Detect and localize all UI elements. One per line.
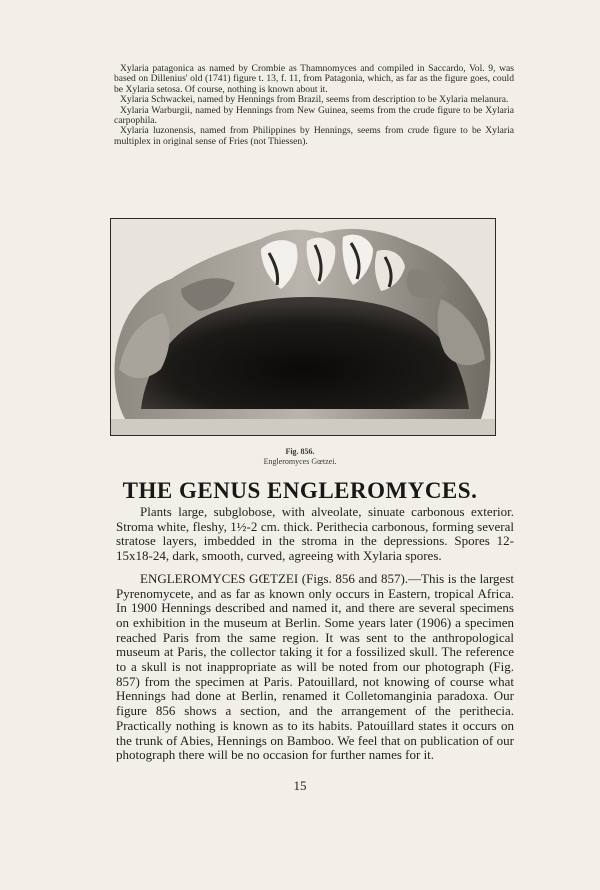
notes-block (114, 64, 514, 147)
note-xylaria-patagonica: Xylaria patagonica as named by Crombie as Thamnomyces and compiled in Saccardo, Vol. 9, was based on Dillenius' old (1741) figure t. 13, f. 11, from Patagonia, which, as far as the figure goes, could be Xylaria setosa. Of course, nothing is known about it. (114, 63, 514, 95)
page-number: 15 (293, 778, 307, 793)
figure-label: Fig. 856. (285, 447, 315, 456)
note-xylaria-schwackei: Xylaria Schwackei, named by Hennings from Brazil, seems from description to be Xylaria melanura. (120, 94, 509, 106)
note-xylaria-warburgii: Xylaria Warburgii, named by Hennings from New Guinea, seems from the crude figure to be Xylaria carpophila. (114, 104, 514, 127)
species-paragraph: ENGLEROMYCES GŒTZEI (Figs. 856 and 857).—This is the largest Pyrenomycete, and as far as known only occurs in Eastern, tropical Africa. In 1900 Hennings described and named it, and there are several specimens on exhibition in the museum at Berlin. Some years later (1906) a specimen reached Paris from the same region. It was sent to the anthropological museum at Paris, the collector taking it for a fossilized skull. The reference to a skull is not inappropriate as will be noted from our photograph (Fig. 857) from the specimen at Paris. Patouillard, not knowing of course what Hennings had done at Berlin, renamed it Colletomanginia paradoxa. Our figure 856 shows a section, and the arrangement of the perithecia. Practically nothing is known as to its habits. Patouillard states it occurs on the trunk of Abies, Hennings on Bamboo. We feel that on publication of our photograph there will be no occasion for further names for it. (116, 570, 514, 763)
note-xylaria-luzonensis: Xylaria luzonensis, named from Philippines by Hennings, seems from crude figure to be Xylaria multiplex in original sense of Fries (not Thiessen). (114, 125, 514, 147)
specimen-photograph (110, 218, 496, 436)
figure-caption: Engleromyces Gœtzei. (263, 457, 337, 466)
body-text (116, 505, 514, 763)
section-heading: THE GENUS ENGLEROMYCES. (122, 478, 478, 503)
genus-description-paragraph: Plants large, subglobose, with alveolate, sinuate carbonous exterior. Stroma white, fleshy, 1½-2 cm. thick. Perithecia carbonous, forming several stratose layers, imbedded in the stroma in the depressions. Spores 12-15x18-24, dark, smooth, curved, agreeing with Xylaria spores. (116, 504, 514, 564)
